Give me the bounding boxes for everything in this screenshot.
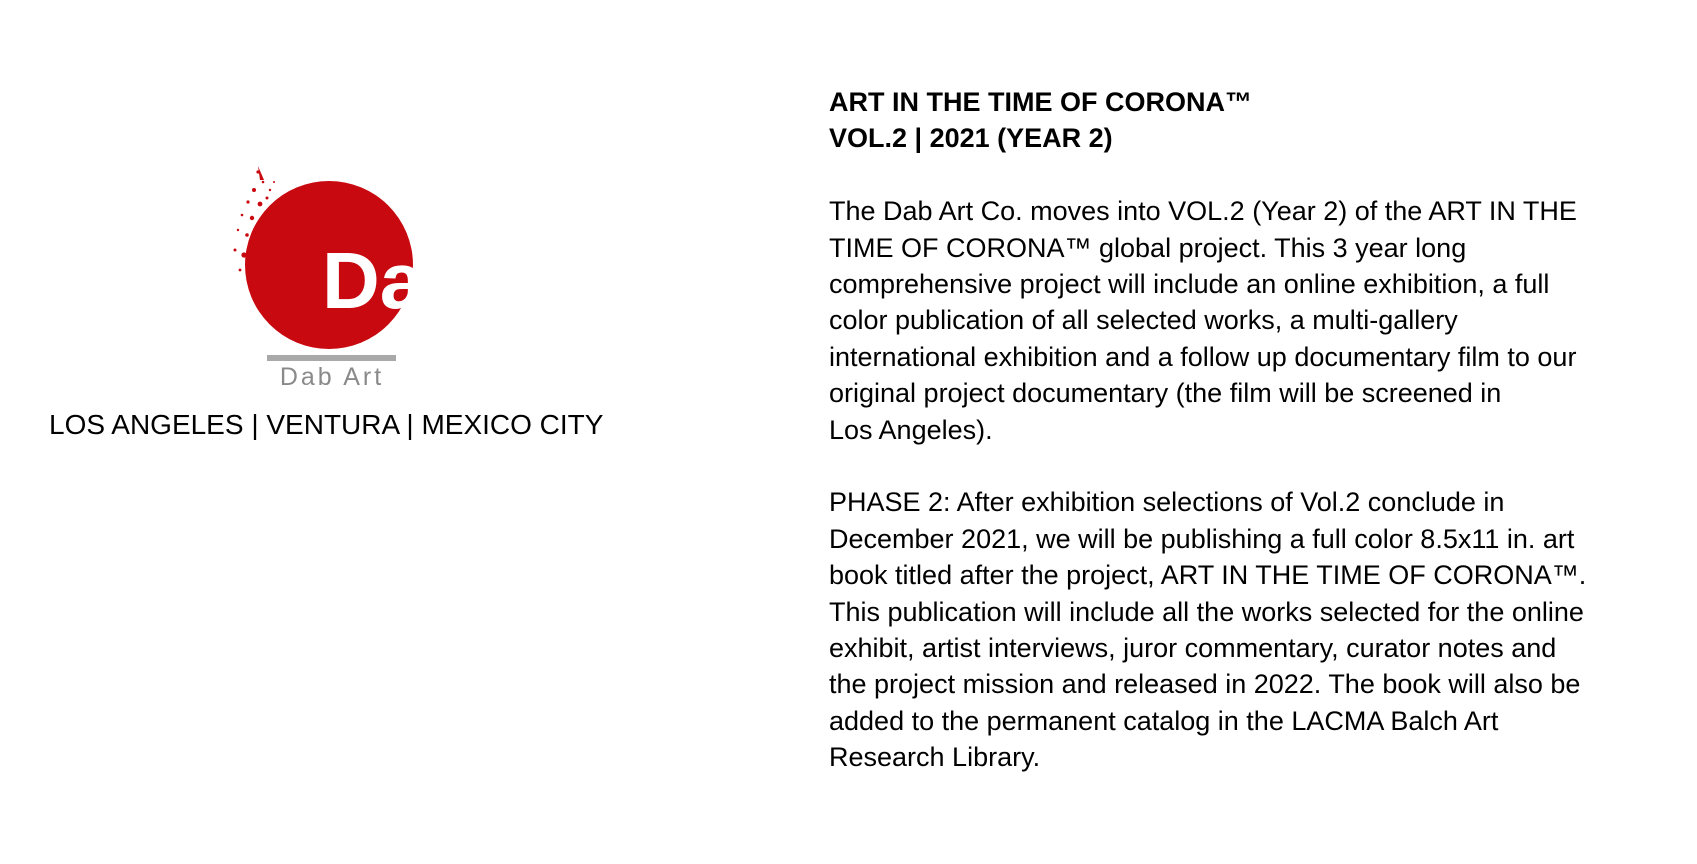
paragraph-line: PHASE 2: After exhibition selections of Vol.2 conclude in [829, 487, 1505, 518]
dab-art-logo-icon [230, 160, 440, 390]
paragraph-line: comprehensive project will include an online exhibition, a full [829, 269, 1550, 300]
logo-wordmark: Dab Art [279, 363, 385, 390]
left-column [0, 0, 760, 864]
paragraph-line: book titled after the project, ART IN THE TIME OF CORONA™. [829, 560, 1587, 591]
paragraph-line: added to the permanent catalog in the LACMA Balch Art [829, 705, 1499, 736]
paragraph-line: Los Angeles). [829, 414, 993, 445]
paragraph-line: TIME OF CORONA™ global project. This 3 year long [829, 232, 1467, 263]
page-title [829, 84, 1649, 157]
logo-underline [267, 355, 396, 361]
paragraph-line: original project documentary (the film will be screened in [829, 378, 1502, 409]
paragraph-line: The Dab Art Co. moves into VOL.2 (Year 2) of the ART IN THE [829, 196, 1577, 227]
paragraph-line: December 2021, we will be publishing a full color 8.5x11 in. art [829, 523, 1575, 554]
intro-paragraph [829, 193, 1649, 448]
phase2-paragraph [829, 484, 1649, 775]
paragraph-line: This publication will include all the works selected for the online [829, 596, 1584, 627]
paragraph-line: color publication of all selected works, a multi-gallery [829, 305, 1458, 336]
paragraph-line: exhibit, artist interviews, juror commentary, curator notes and [829, 633, 1557, 664]
paragraph-line: Research Library. [829, 742, 1041, 773]
paragraph-line: international exhibition and a follow up documentary film to our [829, 341, 1577, 372]
title-line-1: ART IN THE TIME OF CORONA™ [829, 87, 1252, 117]
paragraph-line: the project mission and released in 2022. The book will also be [829, 669, 1581, 700]
title-line-2: VOL.2 | 2021 (YEAR 2) [829, 123, 1113, 154]
article [829, 84, 1649, 776]
logo-mark: Da [322, 236, 425, 325]
dab-art-logo [230, 160, 440, 390]
locations-text: LOS ANGELES | VENTURA | MEXICO CITY [49, 409, 604, 440]
